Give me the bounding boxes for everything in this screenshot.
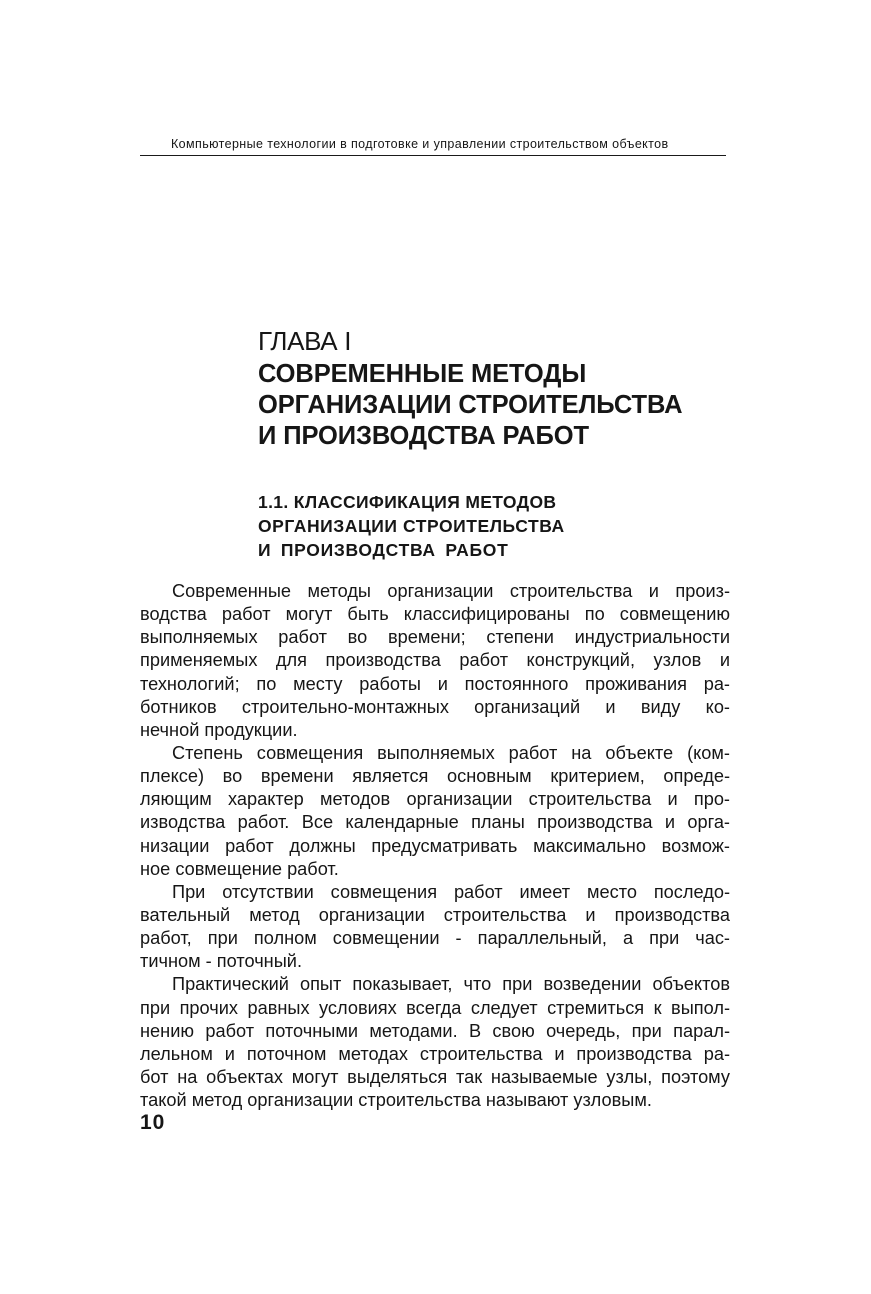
text-line: низации работ должны предусматривать максимально возмож- (140, 835, 730, 856)
section-title-line: И ПРОИЗВОДСТВА РАБОТ (258, 540, 509, 560)
text-line: нечной продукции. (140, 719, 298, 740)
text-line: ботников строительно-монтажных организаций и виду ко- (140, 696, 730, 717)
body-text (140, 580, 730, 1112)
section-title-line: ОРГАНИЗАЦИИ СТРОИТЕЛЬСТВА (258, 516, 565, 536)
paragraph-1 (140, 580, 730, 742)
text-line: изводства работ. Все календарные планы производства и орга- (140, 812, 730, 833)
text-line: нению работ поточными методами. В свою очередь, при парал- (140, 1020, 730, 1041)
text-line: плексе) во времени является основным критерием, опреде- (140, 766, 730, 787)
text-line: Современные методы организации строительства и произ- (172, 581, 730, 601)
text-line: ное совмещение работ. (140, 858, 339, 879)
text-line: применяемых для производства работ конструкций, узлов и (140, 650, 730, 671)
section-title-line: 1.1. КЛАССИФИКАЦИЯ МЕТОДОВ (258, 492, 557, 512)
paragraph-2 (140, 742, 730, 881)
text-line: Практический опыт показывает, что при возведении объектов (172, 974, 730, 995)
text-line: ляющим характер методов организации строительства и про- (140, 789, 730, 810)
text-line: водства работ могут быть классифицированы по совмещению (140, 604, 730, 625)
section-title (258, 490, 728, 562)
chapter-title (258, 359, 728, 452)
text-line: лельном и поточном методах строительства и производства ра- (140, 1043, 730, 1064)
text-line: технологий; по месту работы и постоянного проживания ра- (140, 673, 730, 694)
chapter-heading (258, 326, 728, 452)
text-line: вательный метод организации строительства и производства (140, 904, 730, 925)
running-header (140, 135, 726, 156)
text-line: тичном - поточный. (140, 951, 302, 972)
running-header-text: Компьютерные технологии в подготовке и управлении строительством объектов (171, 137, 669, 151)
text-line: Степень совмещения выполняемых работ на объекте (ком- (172, 742, 730, 763)
text-line: такой метод организации строительства называют узловым. (140, 1090, 652, 1111)
text-line: работ, при полном совмещении - параллельный, а при час- (140, 928, 730, 949)
paragraph-4 (140, 973, 730, 1112)
page-number: 10 (140, 1111, 166, 1134)
paragraph-3 (140, 881, 730, 974)
chapter-label: ГЛАВА I (258, 326, 352, 356)
text-line: При отсутствии совмещения работ имеет место последо- (172, 881, 730, 902)
chapter-title-line: ОРГАНИЗАЦИИ СТРОИТЕЛЬСТВА (258, 391, 683, 419)
text-line: при прочих равных условиях всегда следует стремиться к выпол- (140, 997, 730, 1018)
chapter-title-line: СОВРЕМЕННЫЕ МЕТОДЫ (258, 360, 587, 388)
chapter-title-line: И ПРОИЗВОДСТВА РАБОТ (258, 422, 589, 450)
text-line: бот на объектах могут выделяться так называемые узлы, поэтому (140, 1066, 730, 1087)
text-line: выполняемых работ во времени; степени индустриальности (140, 627, 730, 648)
